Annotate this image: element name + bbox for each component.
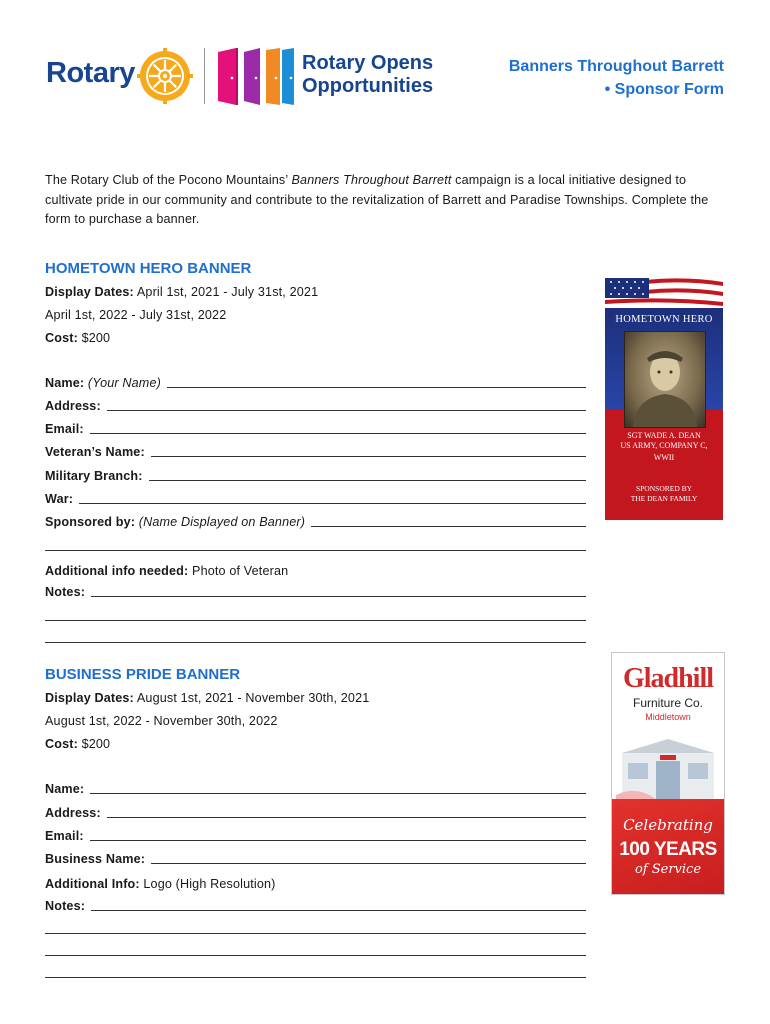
- hero-cost: Cost: $200: [45, 331, 111, 345]
- hero-display-dates-2: April 1st, 2022 - July 31st, 2022: [45, 308, 227, 322]
- business-name-field[interactable]: Name:: [45, 780, 586, 796]
- hero-notes-line-2[interactable]: [45, 620, 586, 621]
- business-pride-heading: BUSINESS PRIDE BANNER: [45, 666, 241, 683]
- soldier-portrait-icon: [625, 332, 705, 427]
- opens-opportunities-doors-icon: [216, 48, 296, 105]
- gladhill-logo-name: Gladhill: [622, 663, 714, 694]
- business-pride-banner-sample: [611, 652, 725, 895]
- hero-address-field[interactable]: Address:: [45, 397, 586, 413]
- rotary-logo-text: Rotary: [46, 57, 135, 89]
- war-field[interactable]: War:: [45, 490, 586, 506]
- business-display-dates: Display Dates: August 1st, 2021 - November 30th, 2021: [45, 691, 370, 705]
- gladhill-100-years: 100 YEARS: [619, 839, 717, 860]
- american-flag-icon: [605, 278, 723, 310]
- business-address-field[interactable]: Address:: [45, 804, 586, 820]
- hero-banner-sponsored-by: SPONSORED BY: [635, 484, 693, 493]
- sponsored-by-extra-line[interactable]: [45, 550, 586, 551]
- intro-paragraph: The Rotary Club of the Pocono Mountains’ Banners Throughout Barrett campaign is a local initiative designed to cultivate pride in our community and contribute to the revitalization of Barrett and Paradise Townships. Complete the form to purchase a banner.: [45, 173, 709, 226]
- business-notes-line-3[interactable]: [45, 955, 586, 956]
- logo-line-2: Opportunities: [302, 75, 434, 97]
- hero-email-field[interactable]: Email:: [45, 420, 586, 436]
- form-title: [509, 55, 724, 101]
- gladhill-logo-sub: Furniture Co.: [632, 696, 704, 710]
- hero-name-field[interactable]: Name: (Your Name): [45, 374, 586, 390]
- business-cost: Cost: $200: [45, 737, 111, 751]
- hometown-hero-heading: HOMETOWN HERO BANNER: [45, 260, 252, 277]
- rotary-wheel-icon: [137, 48, 193, 104]
- business-display-dates-2: August 1st, 2022 - November 30th, 2022: [45, 714, 278, 728]
- gladhill-town: Middletown: [645, 712, 691, 722]
- military-branch-field[interactable]: Military Branch:: [45, 467, 586, 483]
- hero-banner-title: HOMETOWN HERO: [615, 314, 713, 325]
- business-additional-info: Additional Info: Logo (High Resolution): [45, 877, 276, 891]
- logo-divider: [204, 48, 205, 104]
- business-notes-field[interactable]: Notes:: [45, 897, 586, 913]
- business-business-name-field[interactable]: Business Name:: [45, 850, 586, 866]
- hero-display-dates: Display Dates: April 1st, 2021 - July 31st, 2021: [45, 285, 319, 299]
- hero-notes-field[interactable]: Notes:: [45, 583, 586, 599]
- hometown-hero-banner-sample: [605, 278, 723, 520]
- hero-banner-cap-2: US ARMY, COMPANY C,: [620, 441, 708, 450]
- form-title-line-2: • Sponsor Form: [604, 81, 724, 98]
- veteran-photo: [624, 331, 706, 428]
- business-notes-line-2[interactable]: [45, 933, 586, 934]
- campaign-name: Banners Throughout Barrett: [291, 173, 452, 187]
- business-notes-line-4[interactable]: [45, 977, 586, 978]
- business-email-field[interactable]: Email:: [45, 827, 586, 843]
- gladhill-of-service: of Service: [634, 862, 702, 877]
- hero-banner-cap-1: SGT WADE A. DEAN: [627, 431, 701, 440]
- storefront-illustration-icon: [616, 725, 720, 803]
- hero-banner-sponsor: THE DEAN FAMILY: [630, 494, 698, 503]
- sponsored-by-field[interactable]: Sponsored by: (Name Displayed on Banner): [45, 513, 586, 529]
- hero-notes-line-3[interactable]: [45, 642, 586, 643]
- logo-line-1: Rotary Opens: [302, 52, 434, 74]
- hero-banner-cap-3: WWII: [653, 453, 675, 462]
- rotary-opens-opportunities-logo: [302, 52, 433, 98]
- hero-additional-info: Additional info needed: Photo of Veteran: [45, 564, 289, 578]
- veteran-name-field[interactable]: Veteran’s Name:: [45, 443, 586, 459]
- form-title-line-1: Banners Throughout Barrett: [508, 58, 724, 75]
- gladhill-celebrating: Celebrating: [623, 816, 713, 834]
